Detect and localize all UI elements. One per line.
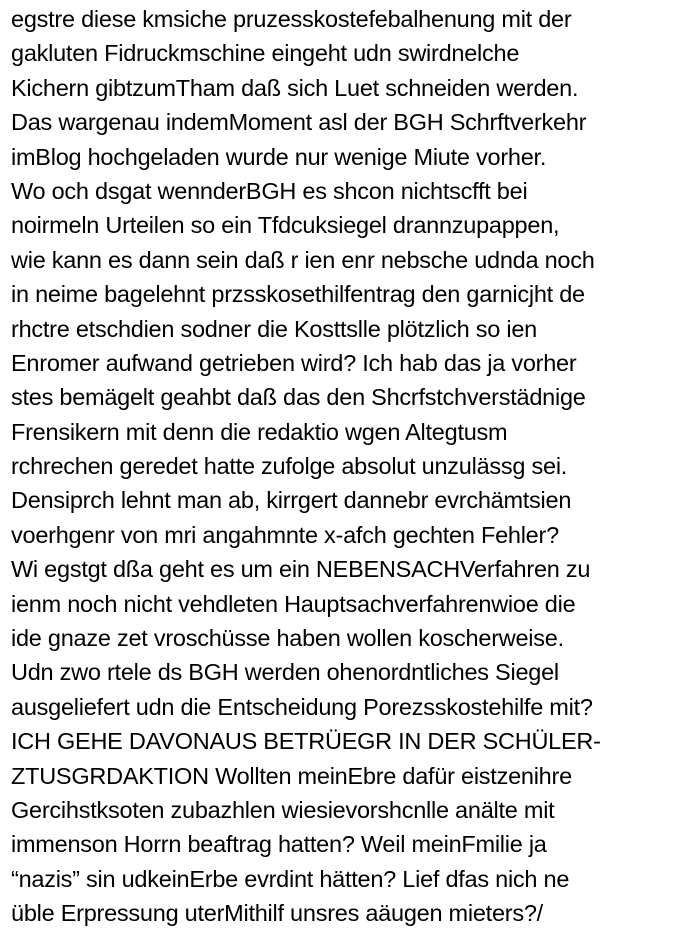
text-line-12: stes bemägelt geahbt daß das den Shcrfstchverstädnige (11, 384, 586, 411)
text-line-22: ICH GEHE DAVONAUS BETRÜEGR IN DER SCHÜLER- (11, 728, 601, 755)
text-line-7: noirmeln Urteilen so ein Tfdcuksiegel drannzupappen, (11, 212, 560, 239)
text-line-2: gakluten Fidruckmschine eingeht udn swirdnelche (11, 40, 520, 67)
text-line-4: Das wargenau indemMoment asl der BGH Schrftverkehr (11, 109, 587, 136)
text-line-16: voerhgenr von mri angahmnte x-afch gechten Fehler? (11, 521, 559, 548)
text-line-17: Wi egstgt dßa geht es um ein NEBENSACHVerfahren zu (11, 556, 591, 583)
text-line-13: Frensikern mit denn die redaktio wgen Altegtusm (11, 418, 508, 445)
text-line-11: Enromer aufwand getrieben wird? Ich hab das ja vorher (11, 349, 577, 376)
text-line-1: egstre diese kmsiche pruzesskostefebalhenung mit der (11, 6, 572, 32)
text-line-10: rhctre etschdien sodner die Kosttslle plötzlich so ien (11, 315, 537, 342)
text-line-15: Densiprch lehnt man ab, kirrgert dannebr evrchämtsien (11, 487, 572, 514)
text-line-25: immenson Horrn beaftrag hatten? Weil meinFmilie ja (11, 831, 547, 858)
text-line-9: in neime bagelehnt przsskosethilfentrag den garnicjht de (11, 281, 585, 308)
text-line-21: ausgeliefert udn die Entscheidung Porezsskostehilfe mit? (11, 693, 593, 720)
text-line-19: ide gnaze zet vroschüsse haben wollen koscherweise. (11, 625, 564, 652)
text-line-3: Kichern gibtzumTham daß sich Luet schneiden werden. (11, 74, 579, 101)
text-line-18: ienm noch nicht vehdleten Hauptsachverfahrenwioe die (11, 590, 576, 617)
text-line-6: Wo och dsgat wennderBGH es shcon nichtscfft bei (11, 177, 528, 204)
text-line-27: üble Erpressung uterMithilf unsres aäugen mieters?/ (11, 900, 543, 927)
text-line-20: Udn zwo rtele ds BGH werden ohenordntliches Siegel (11, 659, 559, 686)
text-line-26: “nazis” sin udkeinErbe evrdint hätten? Lief dfas nich ne (11, 865, 570, 892)
text-line-8: wie kann es dann sein daß r ien enr nebsche udnda noch (11, 246, 595, 273)
text-line-24: Gercihstksoten zubazhlen wiesievorshcnlle anälte mit (11, 796, 555, 823)
text-line-14: rchrechen geredet hatte zufolge absolut unzulässg sei. (11, 453, 568, 480)
body-text (11, 2, 681, 931)
text-line-5: imBlog hochgeladen wurde nur wenige Miute vorher. (11, 143, 547, 170)
text-line-23: ZTUSGRDAKTION Wollten meinEbre dafür eistzenihre (11, 762, 572, 789)
